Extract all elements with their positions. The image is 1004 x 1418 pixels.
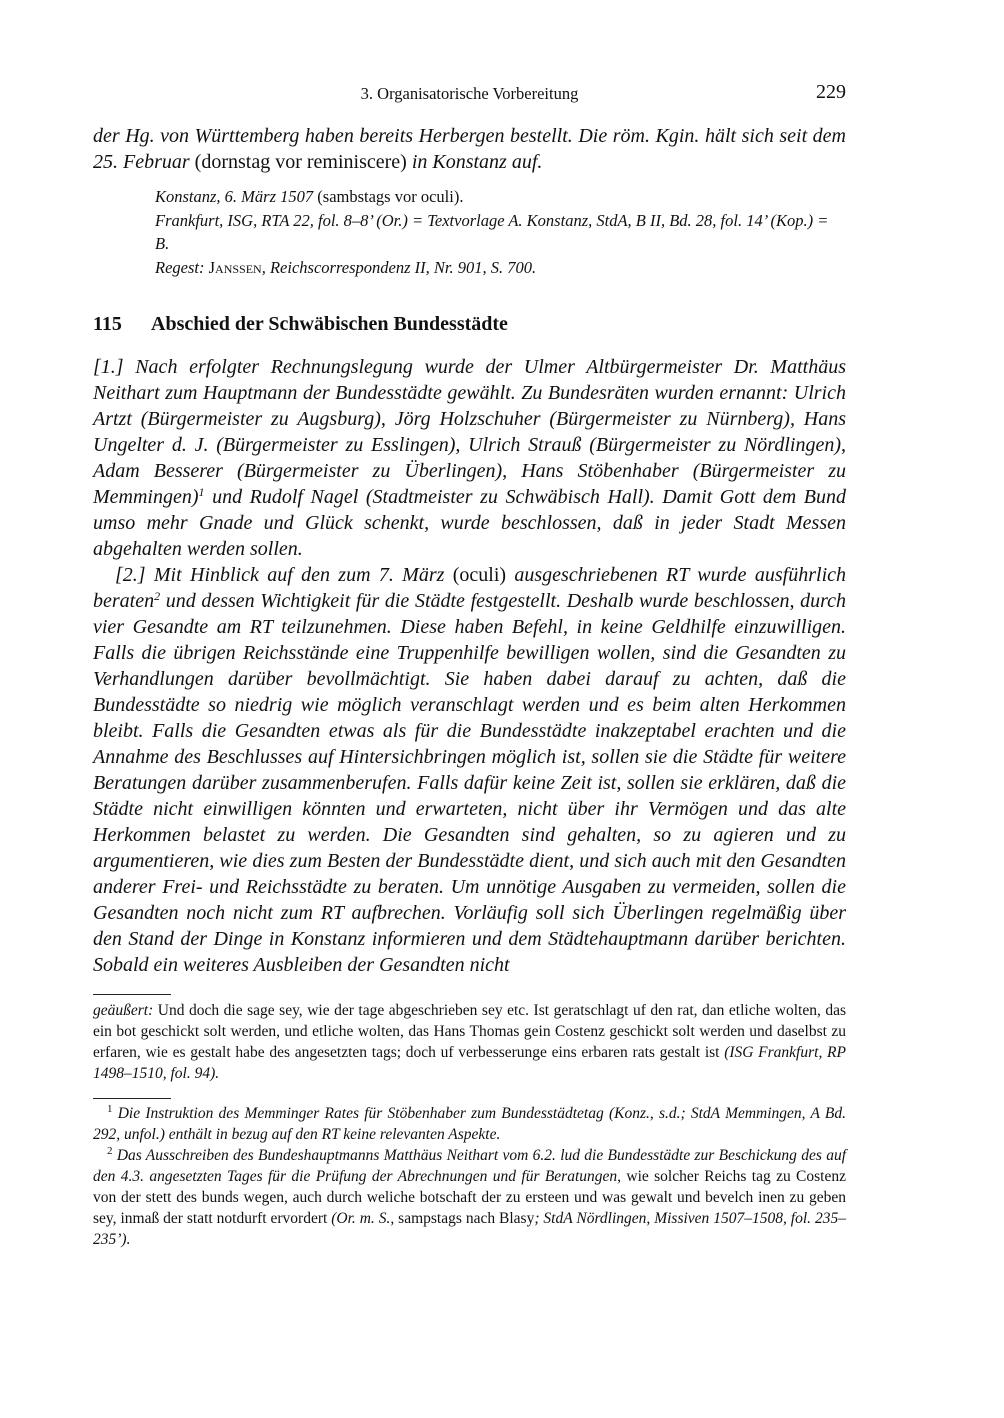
footnote-2-text: Das Ausschreiben des Bundeshauptmanns Matthäus Neithart vom 6.2. lud die Bundesstädte zur Beschickung des auf den 4.3. angesetzten Tages für die Prüfung der Abrechnungen und für Beratungen,	[93, 1147, 847, 1185]
footnote-1	[93, 1103, 846, 1145]
paragraph-2-middle: ausgeschriebenen RT wurde ausführlich beraten	[93, 564, 847, 612]
apparatus-reference: (ISG Frankfurt, RP 1498–1510, fol. 94).	[93, 1044, 846, 1082]
paragraph-2-rest: und dessen Wichtigkeit für die Städte festgestellt. Deshalb wurde beschlossen, durch vier Gesandte am RT teilzunehmen. Diese haben Befehl, in keine Geldhilfe einzuwilligen. Falls die übrigen Reichsstände eine Truppenhilfe bewilligen wollen, sind die Gesandten zu Verhandlungen darüber bevollmächtigt. Sie haben dabei darauf zu achten, daß die Bundesstädte so niedrig wie möglich veranschlagt werden und es beim alten Herkommen bleibt. Falls die Gesandten etwas als für die Bundesstädte inakzeptabel erachten und die Annahme des Beschlusses auf Hintersichbringen möglich ist, sollen sie die Städte für weitere Beratungen darüber zusammenberufen. Falls dafür keine Zeit ist, sollen sie erklären, daß die Städte nicht einwilligen könnten und erwarteten, nicht über ihr Vermögen und das alte Herkommen belastet zu werden. Die Gesandten sind gehalten, so zu agieren und zu argumentieren, wie dies zum Besten der Bundesstädte dient, und sich auch mit den Gesandten anderer Frei- und Reichsstädte zu beraten. Um unnötige Ausgaben zu vermeiden, sollen die Gesandten noch nicht zum RT aufbrechen. Vorläufig soll sich Überlingen regelmäßig über den Stand der Dinge in Konstanz informieren und dem Städtehauptmann darüber berichten. Sobald ein weiteres Ausbleiben der Gesandten nicht	[93, 590, 846, 976]
source-manuscripts: Frankfurt, ISG, RTA 22, fol. 8–8’ (Or.) = Textvorlage A. Konstanz, StdA, B II, Bd. 28, fol. 14’ (Kop.) = B.	[155, 210, 829, 253]
regest-author: Janssen	[208, 257, 262, 277]
paragraph-2-roman: (oculi)	[452, 564, 507, 586]
section-title: Abschied der Schwäbischen Bundesstädte	[151, 313, 508, 335]
running-title: 3. Organisatorische Vorbereitung	[360, 84, 579, 103]
footnote-2	[93, 1145, 846, 1250]
source-date-roman: (sambstags vor oculi).	[313, 187, 464, 206]
footnote-ref-2: 2	[154, 589, 161, 603]
footnote-rule	[93, 1098, 171, 1099]
apparatus-rule	[93, 994, 171, 995]
apparatus-note	[93, 1000, 846, 1084]
source-date	[155, 185, 846, 209]
footnotes	[93, 1103, 846, 1250]
paragraph-2	[93, 562, 846, 978]
lead-text-italic-end: in Konstanz auf.	[406, 151, 543, 173]
section-number: 115	[93, 313, 122, 335]
paragraph-1-rest: und Rudolf Nagel (Stadtmeister zu Schwäbisch Hall). Damit Gott dem Bund umso mehr Gnade und Glück schenkt, wurde beschlossen, daß in jeder Stadt Messen abgehalten werden sollen.	[93, 486, 846, 560]
regest-reference: , Reichscorrespondenz II, Nr. 901, S. 700.	[261, 257, 537, 277]
footnote-2-quote: wie solcher Reichs tag zu Costenz von der stett des bunds wegen, auch durch weliche botschaft der zu ersteen und was gewalt und bevelch inen zu geben sey, inmaß der statt notdurft ervordert	[93, 1168, 846, 1227]
paragraph-1-text: [1.] Nach erfolgter Rechnungslegung wurde der Ulmer Altbürgermeister Dr. Matthäus Neithart zum Hauptmann der Bundesstädte gewählt. Zu Bundesräten wurden ernannt: Ulrich Artzt (Bürgermeister zu Augsburg), Jörg Holzschuher (Bürgermeister zu Nürnberg), Hans Ungelter d. J. (Bürgermeister zu Esslingen), Ulrich Strauß (Bürgermeister zu Nördlingen), Adam Besserer (Bürgermeister zu Überlingen), Hans Stöbenhaber (Bürgermeister zu Memmingen)	[93, 356, 846, 508]
lead-text-italic: der Hg. von Württemberg haben bereits Herbergen bestellt. Die röm. Kgin. hält sich seit dem 25. Februar	[93, 125, 846, 173]
footnote-ref-1: 1	[198, 485, 205, 499]
footnote-2-marker: 2	[107, 1145, 113, 1157]
apparatus-label: geäußert:	[93, 1002, 154, 1019]
footnote-2-archive: ; StdA Nördlingen, Missiven 1507–1508, fol. 235–235’).	[93, 1210, 846, 1248]
source-place-date: Konstanz, 6. März 1507	[155, 187, 314, 206]
apparatus-text: Und doch die sage sey, wie der tage abgeschrieben sey etc. Ist geratschlagt uf den rat, dan etliche wolten, das ein bot geschickt solt werden, und etliche wolten, das Hans Thomas gein Costenz geschickt solt werden und daselbst zu erfaren, wie es gestalt habe des angesetzten tags; doch uf verbesserunge eins erbaren rats gestalt ist	[93, 1002, 846, 1061]
lead-paragraph	[93, 123, 846, 175]
footnote-1-marker: 1	[107, 1103, 113, 1115]
regest-label: Regest:	[155, 257, 209, 277]
lead-text-roman: (dornstag vor reminiscere)	[194, 151, 407, 173]
footnote-1-text: Die Instruktion des Memminger Rates für Stöbenhaber zum Bundesstädtetag (Konz., s.d.; StdA Memmingen, A Bd. 292, unfol.) enthält in bezug auf den RT keine relevanten Aspekte.	[93, 1105, 846, 1143]
section-heading	[93, 311, 846, 337]
paragraph-1	[93, 354, 846, 562]
source-block	[155, 185, 846, 279]
paragraph-2-start: [2.] Mit Hinblick auf den zum 7. März	[115, 564, 453, 586]
main-text	[93, 354, 846, 978]
running-header	[93, 81, 846, 108]
page-number: 229	[816, 81, 846, 103]
footnote-2-ref: (Or. m. S.,	[331, 1210, 395, 1227]
footnote-2-date: sampstags nach Blasy	[394, 1210, 535, 1227]
source-regest	[155, 256, 846, 280]
